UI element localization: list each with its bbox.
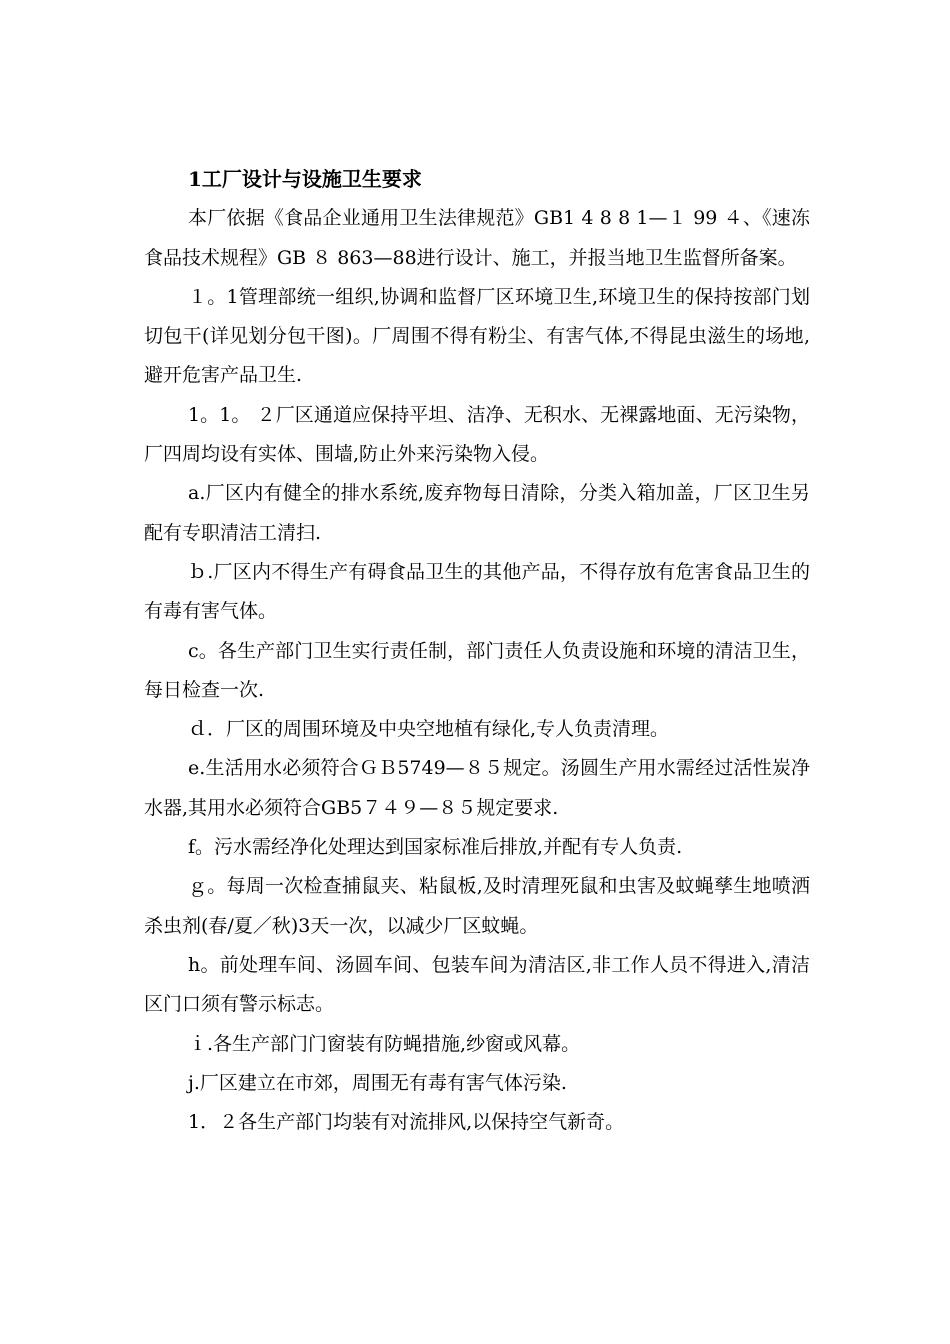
document-page (144, 160, 810, 1142)
paragraph-item-i: ｉ.各生产部门门窗装有防蝇措施,纱窗或风幕。 (188, 1032, 581, 1055)
paragraph-item-e: e.生活用水必须符合ＧＢ5749—８５规定。汤圆生产用水需经过活性炭净水器,其用水必须符合GB5７４９—８５规定要求. (144, 757, 810, 819)
paragraph-item-c: c。各生产部门卫生实行责任制，部门责任人负责设施和环境的清洁卫生，每日检查一次. (144, 639, 810, 701)
paragraph-item-b: ｂ.厂区内不得生产有碍食品卫生的其他产品，不得存放有危害食品卫生的有毒有害气体。 (144, 560, 810, 623)
paragraph-item-f: f。污水需经净化处理达到国家标准后排放,并配有专人负责. (188, 836, 683, 859)
paragraph-item-g: ｇ。每周一次检查捕鼠夹、粘鼠板,及时清理死鼠和虫害及蚊蝇孳生地喷洒杀虫剂(春/夏／秋)3天一次，以减少厂区蚊蝇。 (144, 875, 810, 937)
paragraph-intro: 本厂依据《食品企业通用卫生法律规范》GB1 4 8 8 1—１ 99 ４、《速冻食品技术规程》GB ８ 863—88进行设计、施工，并报当地卫生监督所备案。 (144, 207, 810, 269)
paragraph-1-1-2: 1。1。 ２厂区通道应保持平坦、洁净、无积水、无裸露地面、无污染物，厂四周均设有实体、围墙,防止外来污染物入侵。 (144, 403, 810, 466)
paragraph-1-1: １。1管理部统一组织,协调和监督厂区环境卫生,环境卫生的保持按部门划切包干(详见划分包干图)。厂周围不得有粉尘、有害气体,不得昆虫滋生的场地,避开危害产品卫生. (144, 285, 810, 387)
paragraph-item-j: j.厂区建立在市郊，周围无有毒有害气体污染. (188, 1071, 567, 1094)
paragraph-item-d: ｄ．厂区的周围环境及中央空地植有绿化,专人负责清理。 (188, 718, 670, 741)
paragraph-1-2: 1．２各生产部门均装有对流排风,以保持空气新奇。 (188, 1111, 625, 1134)
paragraph-item-h: h。前处理车间、汤圆车间、包装车间为清洁区,非工作人员不得进入,清洁区门口须有警示标志。 (144, 953, 810, 1016)
section-heading: 1工厂设计与设施卫生要求 (188, 167, 422, 191)
paragraph-item-a: a.厂区内有健全的排水系统,废弃物每日清除，分类入箱加盖，厂区卫生另配有专职清洁工清扫. (144, 482, 810, 544)
